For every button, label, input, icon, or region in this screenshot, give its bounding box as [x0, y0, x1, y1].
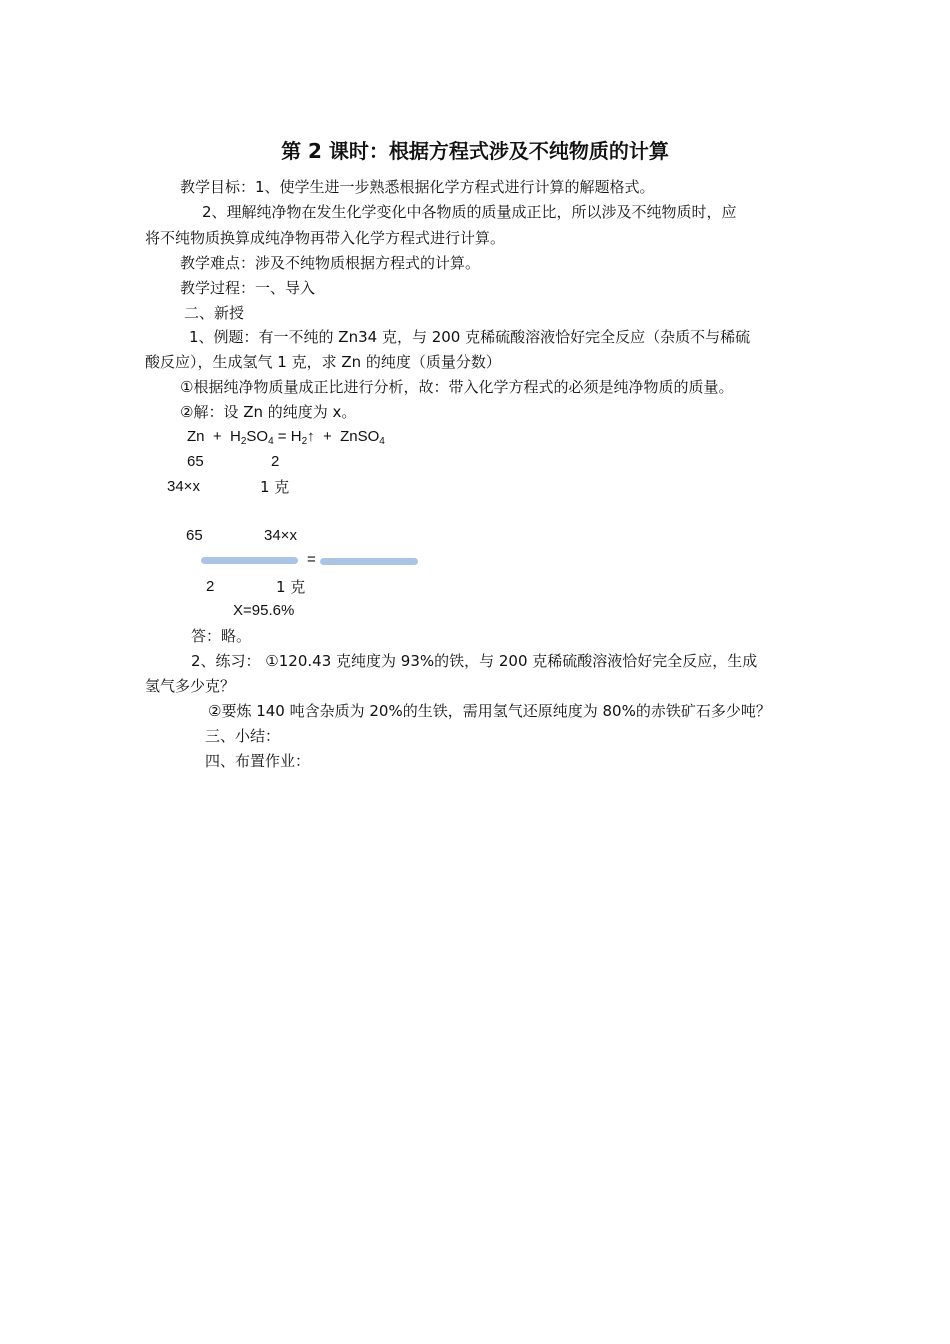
goal-item-2-line-1: 2、理解纯净物在发生化学变化中各物质的质量成正比，所以涉及不纯物质时，应: [202, 203, 737, 221]
plus-sign: +: [212, 428, 222, 445]
reactant-h2so4: $H_2SO_4$: [229, 428, 274, 447]
section-summary: 三、小结：: [205, 727, 281, 745]
actual-mass-zn: 34×x: [167, 478, 200, 495]
equals-sign: =: [277, 428, 287, 445]
example-line-1: 1、例题：有一不纯的 Zn34 克，与 200 克稀硫酸溶液恰好完全反应（杂质不与稀硫: [189, 328, 751, 346]
reactant-zn: Zn: [187, 428, 205, 445]
chemical-equation: [187, 425, 385, 449]
analysis-step: ①根据纯净物质量成正比进行分析，故：带入化学方程式的必须是纯净物质的质量。: [180, 378, 734, 396]
goal-item-2-line-2: 将不纯物质换算成纯净物再带入化学方程式进行计算。: [145, 229, 506, 247]
teaching-process: 教学过程：一、导入: [180, 279, 316, 297]
teaching-difficulty: 教学难点：涉及不纯物质根据方程式的计算。: [180, 254, 481, 272]
plus-sign: +: [322, 428, 332, 445]
practice-line-1: 2、练习： ①120.43 克纯度为 93%的铁，与 200 克稀硫酸溶液恰好完全反应，生成: [191, 652, 758, 670]
fraction-bar-right: [320, 558, 418, 565]
molar-mass-zn: 65: [187, 453, 204, 470]
section-new-lesson: 二、新授: [184, 304, 245, 322]
goal-label: 教学目标：: [180, 178, 256, 196]
teaching-goal-line-1: [180, 175, 655, 199]
product-znso4: ZnSO$_4$: [340, 428, 385, 447]
fraction-bar-left: [201, 557, 298, 564]
example-line-2: 酸反应），生成氢气 1 克，求 Zn 的纯度（质量分数）: [145, 353, 501, 371]
molar-mass-h2: 2: [271, 453, 280, 470]
proportion-denominator-right: 1 克: [276, 578, 306, 596]
proportion-numerator-left: 65: [186, 527, 203, 544]
proportion-denominator-left: 2: [206, 578, 215, 595]
practice-line-2: 氢气多少克？: [145, 677, 236, 695]
actual-mass-h2: 1 克: [260, 478, 290, 496]
proportion-equals: =: [307, 551, 316, 568]
answer-line: 答：略。: [191, 627, 252, 645]
page-title: 第 2 课时：根据方程式涉及不纯物质的计算: [281, 139, 669, 163]
practice-item-2: ②要炼 140 吨含杂质为 20%的生铁，需用氢气还原纯度为 80%的赤铁矿石多少吨？: [208, 702, 771, 720]
goal-item-1: 1、使学生进一步熟悉根据化学方程式进行计算的解题格式。: [255, 178, 655, 196]
solution-step: ②解：设 Zn 的纯度为 x。: [180, 403, 357, 421]
product-h2: $H_2↑$: [290, 428, 315, 447]
proportion-numerator-right: 34×x: [264, 527, 297, 544]
result-value: X=95.6%: [233, 602, 295, 619]
section-homework: 四、布置作业：: [205, 752, 311, 770]
